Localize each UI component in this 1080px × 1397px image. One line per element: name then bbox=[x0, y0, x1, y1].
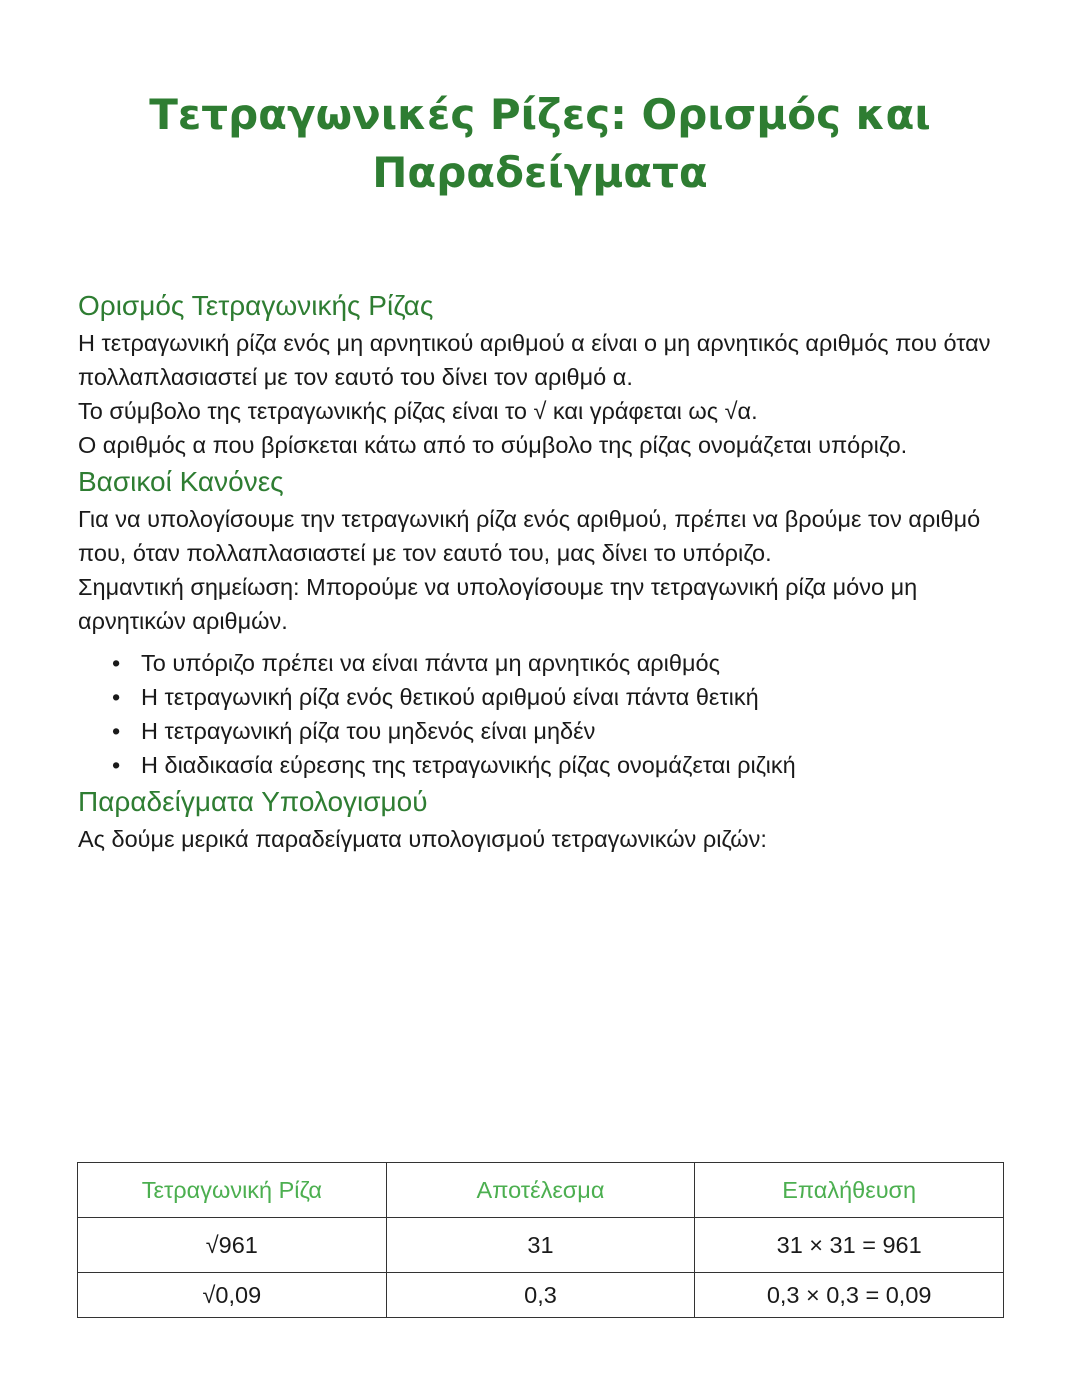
list-item bbox=[78, 680, 1008, 714]
table-header-row bbox=[78, 1163, 1004, 1218]
rules-list bbox=[78, 646, 1008, 782]
table-cell-root: √961 bbox=[78, 1218, 387, 1273]
bullet-icon: • bbox=[112, 752, 121, 778]
list-item bbox=[78, 714, 1008, 748]
list-item bbox=[78, 748, 1008, 782]
table-cell-verification: 31 × 31 = 961 bbox=[695, 1218, 1004, 1273]
list-item-text: Η τετραγωνική ρίζα ενός θετικού αριθμού είναι πάντα θετική bbox=[141, 684, 759, 710]
list-item-text: Η τετραγωνική ρίζα του μηδενός είναι μηδέν bbox=[141, 718, 596, 744]
bullet-icon: • bbox=[112, 684, 121, 710]
symbol-paragraph: Το σύμβολο της τετραγωνικής ρίζας είναι το √ και γράφεται ως √α. bbox=[78, 398, 758, 424]
section-examples bbox=[78, 782, 1008, 856]
important-note-paragraph: Σημαντική σημείωση: Μπορούμε να υπολογίσουμε την τετραγωνική ρίζα μόνο μη αρνητικών αριθμών. bbox=[78, 574, 918, 634]
column-header-square-root: Τετραγωνική Ρίζα bbox=[78, 1163, 387, 1218]
definition-paragraph: Η τετραγωνική ρίζα ενός μη αρνητικού αριθμού α είναι ο μη αρνητικός αριθμός που όταν πολλαπλασιαστεί με τον εαυτό του δίνει τον αριθμό α. bbox=[78, 330, 991, 390]
rules-paragraph: Για να υπολογίσουμε την τετραγωνική ρίζα ενός αριθμού, πρέπει να βρούμε τον αριθμό που, όταν πολλαπλασιαστεί με τον εαυτό του, μας δίνει το υπόριζο. bbox=[78, 506, 981, 566]
document-body bbox=[78, 286, 1008, 856]
column-header-verification: Επαλήθευση bbox=[695, 1163, 1004, 1218]
section-heading-examples: Παραδείγματα Υπολογισμού bbox=[78, 786, 428, 817]
section-heading-definition: Ορισμός Τετραγωνικής Ρίζας bbox=[78, 290, 434, 321]
table-row bbox=[78, 1273, 1004, 1318]
list-item bbox=[78, 646, 1008, 680]
section-definition bbox=[78, 286, 1008, 462]
bullet-icon: • bbox=[112, 650, 121, 676]
list-item-text: Η διαδικασία εύρεσης της τετραγωνικής ρίζας ονομάζεται ριζική bbox=[141, 752, 796, 778]
bullet-icon: • bbox=[112, 718, 121, 744]
column-header-result: Αποτέλεσμα bbox=[386, 1163, 695, 1218]
table-cell-result: 0,3 bbox=[386, 1273, 695, 1318]
section-heading-basic-rules: Βασικοί Κανόνες bbox=[78, 466, 284, 497]
document-title: Τετραγωνικές Ρίζες: Ορισμός και Παραδείγματα bbox=[149, 90, 931, 197]
list-item-text: Το υπόριζο πρέπει να είναι πάντα μη αρνητικός αριθμός bbox=[141, 650, 720, 676]
table-row bbox=[78, 1218, 1004, 1273]
table-cell-verification: 0,3 × 0,3 = 0,09 bbox=[695, 1273, 1004, 1318]
examples-table bbox=[77, 1162, 1004, 1318]
radicand-paragraph: Ο αριθμός α που βρίσκεται κάτω από το σύμβολο της ρίζας ονομάζεται υπόριζο. bbox=[78, 432, 908, 458]
table-cell-root: √0,09 bbox=[78, 1273, 387, 1318]
section-basic-rules bbox=[78, 462, 1008, 782]
examples-intro-paragraph: Ας δούμε μερικά παραδείγματα υπολογισμού τετραγωνικών ριζών: bbox=[78, 826, 767, 852]
table-cell-result: 31 bbox=[386, 1218, 695, 1273]
